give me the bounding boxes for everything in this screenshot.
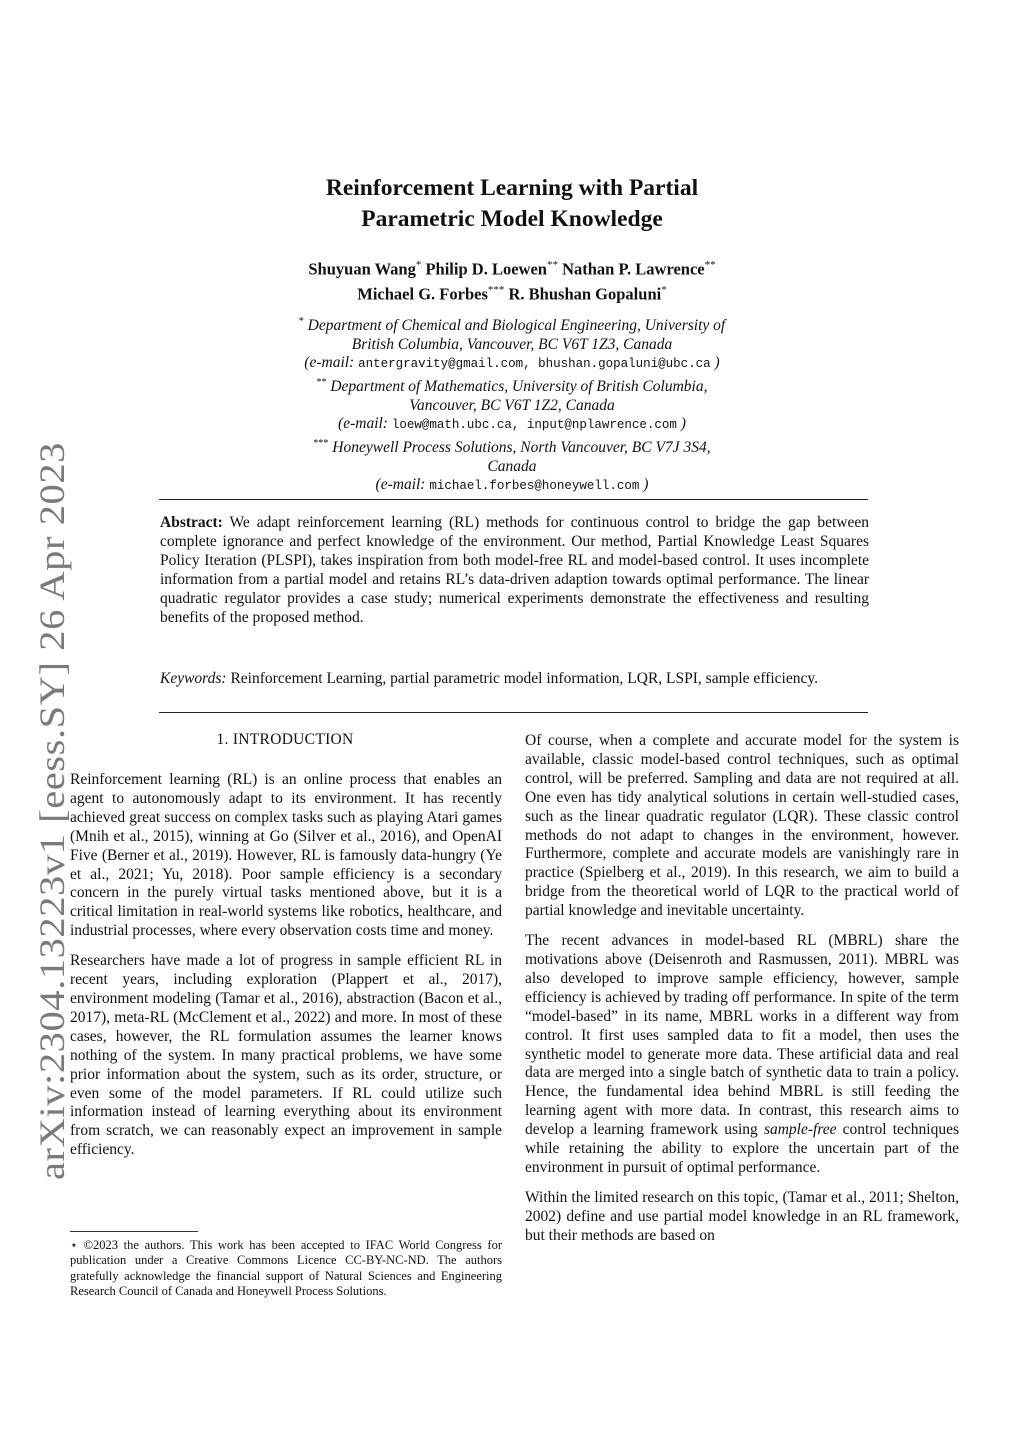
affiliation-email-line: (e-mail: michael.forbes@honeywell.com ) — [375, 476, 649, 494]
abstract-top-rule — [159, 499, 868, 500]
paragraph: The recent advances in model-based RL (MBRL) share the motivations above (Deisenroth and Rasmussen, 2011). MBRL was also developed to improve sample efficiency, however, sample efficiency is achieved by trading off performance. In spite of the term “model-based” in its name, MBRL works in a different way from control. It first uses sampled data to fit a model, then uses the synthetic model to generate more data. These artificial data and real data are merged into a single batch of synthetic data to train a policy. Hence, the fundamental idea behind MBRL is still feeding the learning agent with more data. In contrast, this research aims to develop a learning framework using sample-free control techniques while retaining the ability to explore the uncertain part of the environment in pursuit of optimal performance. — [525, 932, 959, 1176]
author-mark: * — [661, 283, 667, 296]
paragraph: Of course, when a complete and accurate model for the system is available, classic model-based control techniques, such as optimal control, will be preferred. Sampling and data are not required at all. One even has tidy analytical solutions in certain well-studied cases, such as the linear quadratic regulator (LQR). These classic control methods do not adapt to changes in the environment, however. Furthermore, complete and accurate models are vanishingly rare in practice (Spielberg et al., 2019). In this research, we aim to build a bridge from the theoretical world of LQR to the practical world of partial knowledge and inevitable uncertainty. — [525, 732, 959, 920]
paper-title — [160, 173, 864, 235]
emphasis: sample-free — [763, 1121, 837, 1139]
author-name: Philip D. Loewen — [425, 259, 547, 279]
author-name: Michael G. Forbes — [357, 284, 488, 303]
abstract-text: We adapt reinforcement learning (RL) methods for continuous control to bridge the gap between complete ignorance and perfect knowledge of the environment. Our method, Partial Knowledge Least Squares Policy Iteration (PLSPI), takes inspiration from both model-free RL and model-based control. It uses incomplete information from a partial model and retains RL’s data-driven adaption towards optimal performance. The linear quadratic regulator provides a case study; numerical experiments demonstrate the effectiveness and resulting benefits of the proposed method. — [160, 514, 869, 626]
abstract-label: Abstract: — [160, 514, 223, 531]
footnote-rule — [70, 1231, 198, 1232]
left-column — [70, 771, 502, 1171]
authors-line-2 — [160, 280, 864, 305]
paragraph: Researchers have made a lot of progress in sample efficient RL in recent years, including exploration (Plappert et al., 2017), environment modeling (Tamar et al., 2016), abstraction (Bacon et al., 2017), meta-RL (McClement et al., 2022) and more. In most of these cases, however, the RL formulation assumes the learner knows nothing of the system. In many practical problems, we have some prior information about the system, such as its order, structure, or even some of the model parameters. If RL could utilize such information instead of learning everything about its environment from scratch, we can reasonably expect an improvement in sample efficiency. — [70, 952, 502, 1159]
author-mark: ** — [546, 259, 558, 271]
section-heading: 1. INTRODUCTION — [216, 731, 354, 748]
affiliation-line: British Columbia, Vancouver, BC V6T 1Z3, Canada — [351, 335, 673, 353]
footnote-text: ©2023 the authors. This work has been accepted to IFAC World Congress for publication under a Creative Commons Licence CC-BY-NC-ND. The authors gratefully acknowledge the financial support of Natural Sciences and Engineering Research Council of Canada and Honeywell Process Solutions. — [70, 1238, 502, 1298]
email-address: antergravity@gmail.com, bhushan.gopaluni@ubc.ca — [358, 357, 711, 372]
email-address: michael.forbes@honeywell.com — [429, 479, 640, 494]
affiliation-block — [160, 435, 864, 496]
affiliation-mark: * — [298, 316, 304, 327]
keywords-label: Keywords: — [160, 670, 227, 687]
affiliation-mark: *** — [313, 437, 329, 449]
affiliation-line: Canada — [487, 457, 537, 475]
affiliation-mark: ** — [316, 376, 327, 388]
keywords — [160, 669, 869, 688]
arxiv-stamp-text: arXiv:2304.13223v1 [eess.SY] 26 Apr 2023 — [32, 524, 72, 1180]
author-mark: * — [415, 259, 422, 271]
right-column — [525, 732, 959, 1257]
affiliation-line: Vancouver, BC V6T 1Z2, Canada — [409, 396, 615, 414]
author-mark: ** — [704, 259, 716, 271]
title-line-1: Reinforcement Learning with Partial — [325, 175, 699, 201]
footnote-mark: ⋆ — [70, 1238, 78, 1252]
author-list — [160, 255, 864, 304]
authors-line-1 — [160, 255, 864, 280]
affiliation-email-line: (e-mail: loew@math.ubc.ca, input@nplawrence.com ) — [338, 415, 686, 433]
affiliation-line: *** Honeywell Process Solutions, North Vancouver, BC V7J 3S4, — [313, 437, 711, 457]
email-address: loew@math.ubc.ca, input@nplawrence.com — [391, 418, 677, 433]
affiliation-block — [160, 374, 864, 435]
abstract-bottom-rule — [159, 712, 868, 713]
paragraph: Within the limited research on this topic, (Tamar et al., 2011; Shelton, 2002) define and use partial model knowledge in an RL framework, but their methods are based on — [525, 1188, 959, 1244]
abstract — [160, 513, 869, 627]
footnote — [70, 1238, 502, 1299]
paragraph: Reinforcement learning (RL) is an online process that enables an agent to autonomously adapt to its environment. It has recently achieved great success on complex tasks such as playing Atari games (Mnih et al., 2015), winning at Go (Silver et al., 2016), and OpenAI Five (Berner et al., 2019). However, RL is famously data-hungry (Ye et al., 2021; Yu, 2018). Poor sample efficiency is a secondary concern in the purely virtual tasks mentioned above, but it is a critical limitation in real-world systems like robotics, healthcare, and industrial processes, where every observation costs time and money. — [70, 771, 502, 940]
title-line-2: Parametric Model Knowledge — [361, 206, 663, 232]
affiliation-line: * Department of Chemical and Biological Engineering, University of — [298, 316, 726, 335]
author-mark: *** — [487, 283, 505, 296]
affiliation-block — [160, 313, 864, 374]
keywords-text: Reinforcement Learning, partial parametric model information, LQR, LSPI, sample efficiency. — [230, 670, 818, 687]
arxiv-stamp — [20, 440, 76, 1180]
author-name: Shuyuan Wang — [308, 259, 416, 279]
author-name: Nathan P. Lawrence — [562, 259, 705, 279]
affiliation-email-line: (e-mail: antergravity@gmail.com, bhushan.gopaluni@ubc.ca ) — [304, 354, 720, 372]
affiliation-line: ** Department of Mathematics, University of British Columbia, — [316, 376, 708, 396]
author-name: R. Bhushan Gopaluni — [508, 284, 662, 303]
affiliations — [160, 313, 864, 496]
